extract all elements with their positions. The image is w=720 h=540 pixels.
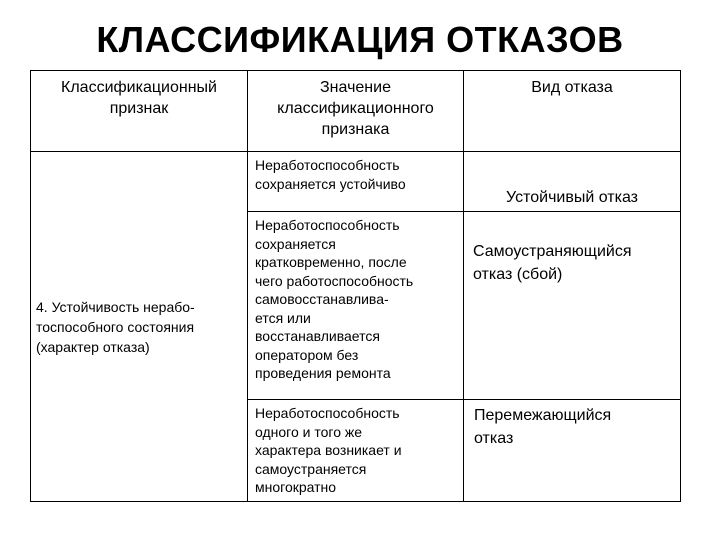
failure-type-cell: Самоустраняющийся отказ (сбой) [464,212,681,400]
failure-type-cell: Устойчивый отказ [464,152,681,212]
page-title: КЛАССИФИКАЦИЯ ОТКАЗОВ [96,19,624,60]
meaning-cell: Неработоспособность одного и того же характера возникает и самоустраняется многократно [248,400,464,502]
row-attribute-cell: 4. Устойчивость нерабо- тоспособного состояния (характер отказа) [31,152,248,502]
header-meaning: Значение классификационного признака [248,71,464,152]
meaning-cell: Неработоспособность сохраняется устойчиво [248,152,464,212]
meaning-cell: Неработоспособность сохраняется кратковременно, после чего работоспособность самовосстанавлива- ется или восстанавливается оператором без проведения ремонта [248,212,464,400]
header-attribute: Классификационный признак [31,71,248,152]
failure-type-cell: Перемежающийся отказ [464,400,681,502]
table-header-row [31,71,681,152]
table-row [31,152,681,212]
failure-classification-table [30,70,681,502]
header-failure-type: Вид отказа [464,71,681,152]
